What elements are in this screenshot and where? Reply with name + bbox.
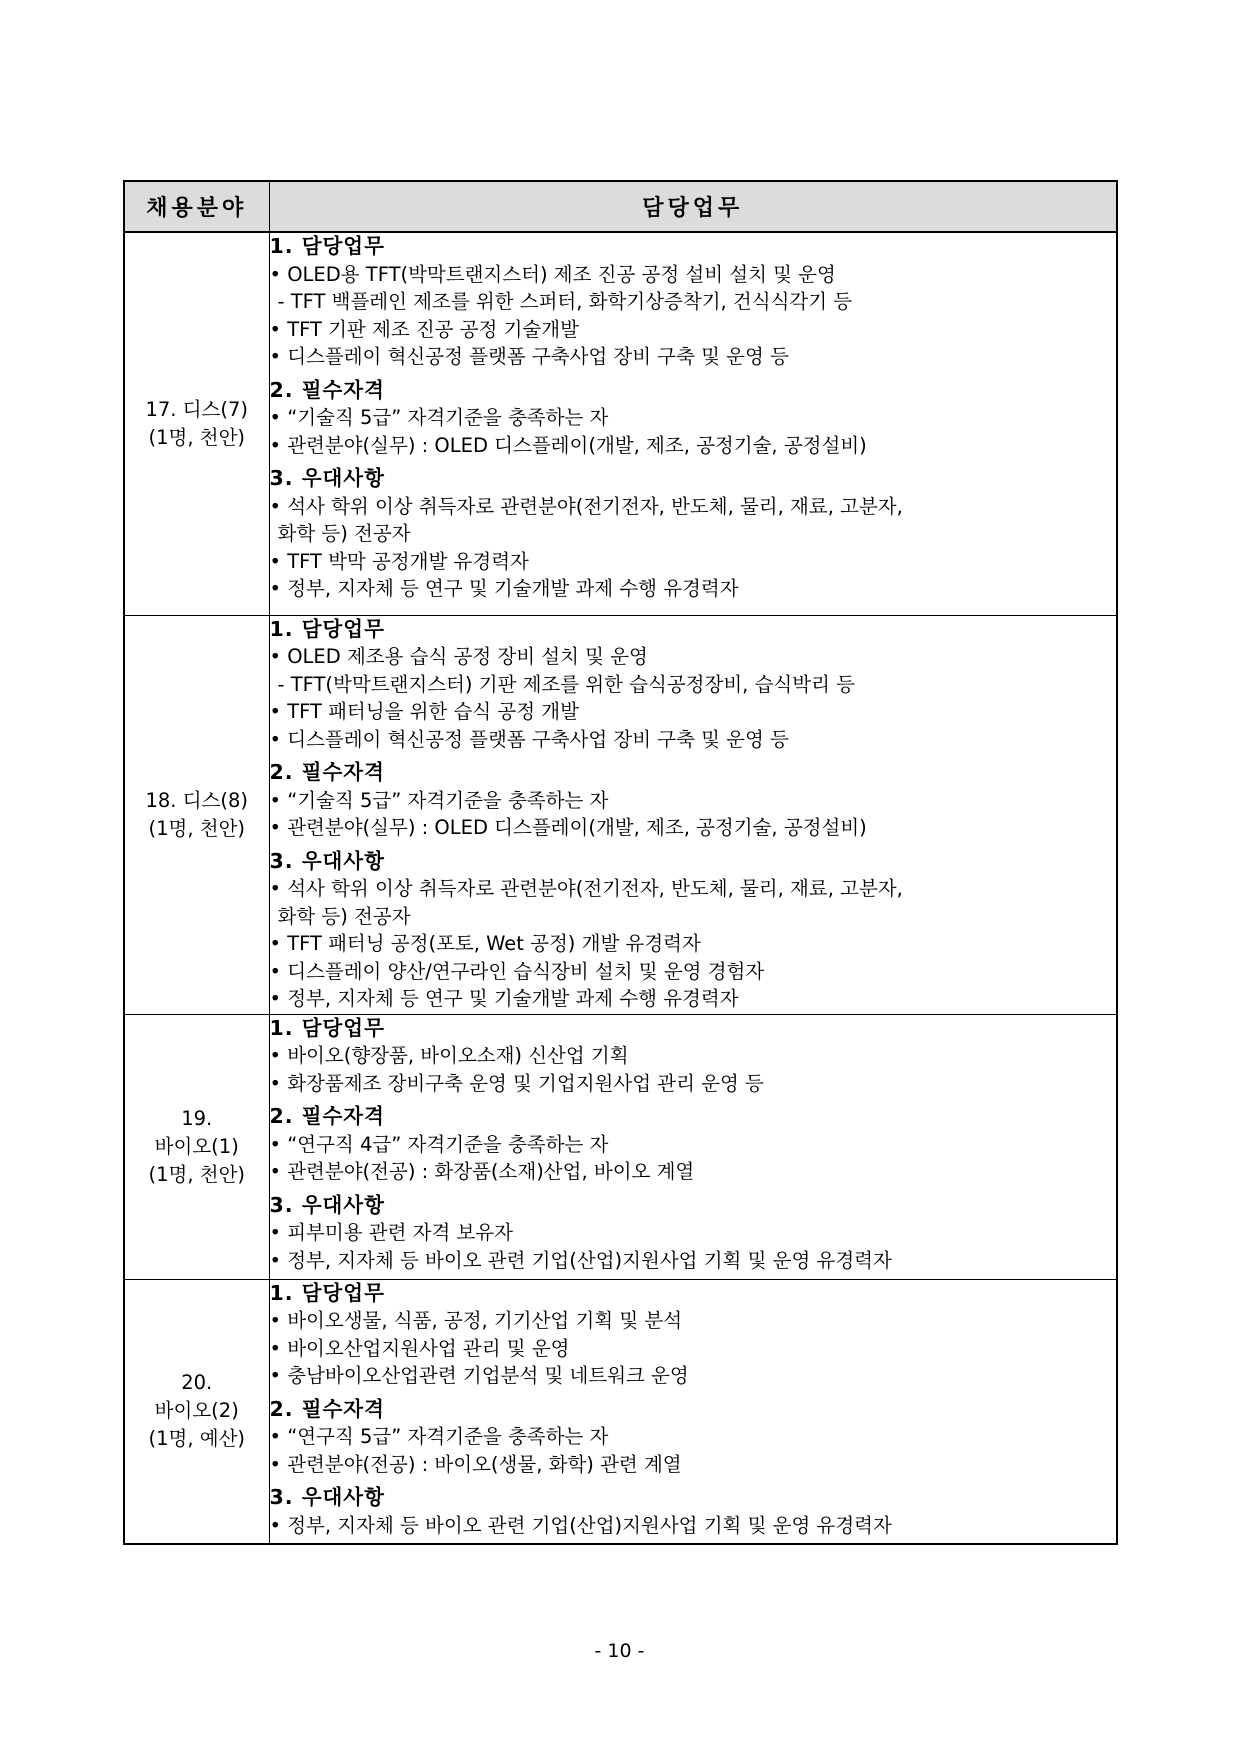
bullet-item: • TFT 패터닝 공정(포토, Wet 공정) 개발 유경력자 — [269, 932, 701, 955]
bullet-item: • 정부, 지자체 등 연구 및 기술개발 과제 수행 유경력자 — [269, 577, 739, 600]
bullet-item: • 관련분야(전공) : 바이오(생물, 화학) 관련 계열 — [269, 1452, 682, 1476]
field-line: 17. 디스(7) — [145, 397, 248, 421]
section-title: 1. 담당업무 — [269, 1015, 385, 1040]
bullet-item: • “연구직 4급” 자격기준을 충족하는 자 — [269, 1132, 609, 1156]
bullet-item: • 바이오생물, 식품, 공정, 기기산업 기획 및 분석 — [269, 1309, 683, 1332]
bullet-item: • 디스플레이 양산/연구라인 습식장비 설치 및 운영 경험자 — [269, 959, 765, 983]
field-line: 바이오(1) — [154, 1134, 239, 1158]
page-number: - 10 - — [594, 1640, 645, 1662]
section-title: 3. 우대사항 — [269, 1192, 385, 1217]
field-line: 19. — [181, 1106, 213, 1130]
duty-section — [270, 465, 1117, 603]
bullet-item: • 바이오(향장품, 바이오소재) 신산업 기획 — [269, 1044, 629, 1067]
table-header-row — [124, 181, 1117, 232]
bullet-item: • 석사 학위 이상 취득자로 관련분야(전기전자, 반도체, 물리, 재료, 고분자, — [269, 877, 903, 900]
bullet-item: • 충남바이오산업관련 기업분석 및 네트워크 운영 — [269, 1364, 689, 1387]
bullet-item: • TFT 기판 제조 진공 공정 기술개발 — [269, 317, 579, 341]
sub-item: 화학 등) 전공자 — [277, 522, 411, 545]
bullet-item: • TFT 박막 공정개발 유경력자 — [269, 549, 529, 573]
bullet-item: • “기술직 5급” 자격기준을 충족하는 자 — [269, 788, 609, 812]
field-line: 바이오(2) — [154, 1399, 239, 1423]
section-title: 3. 우대사항 — [269, 466, 385, 490]
bullet-item: • 정부, 지자체 등 바이오 관련 기업(산업)지원사업 기획 및 운영 유경력자 — [269, 1248, 892, 1272]
section-title: 3. 우대사항 — [269, 1485, 385, 1509]
header-duties: 담당업무 — [269, 181, 1117, 232]
bullet-item: • OLED 제조용 습식 공정 장비 설치 및 운영 — [269, 645, 648, 668]
header-field: 채용분야 — [124, 181, 269, 232]
bullet-item: • 화장품제조 장비구축 운영 및 기업지원사업 관리 운영 등 — [269, 1071, 764, 1095]
sub-item: - TFT 백플레인 제조를 위한 스퍼터, 화학기상증착기, 건식식각기 등 — [277, 290, 853, 313]
table-body — [124, 232, 1117, 1544]
bullet-item: • 석사 학위 이상 취득자로 관련분야(전기전자, 반도체, 물리, 재료, 고분자, — [269, 494, 903, 518]
table-row — [124, 1279, 1117, 1544]
section-title: 3. 우대사항 — [269, 848, 385, 873]
bullet-item: • 디스플레이 혁신공정 플랫폼 구축사업 장비 구축 및 운영 등 — [269, 727, 789, 751]
section-title: 1. 담당업무 — [269, 616, 385, 641]
field-line: (1명, 천안) — [148, 816, 246, 840]
bullet-item: • TFT 패터닝을 위한 습식 공정 개발 — [269, 700, 579, 723]
duty-section — [270, 233, 1117, 371]
bullet-item: • 관련분야(전공) : 화장품(소재)산업, 바이오 계열 — [269, 1160, 695, 1183]
duty-section — [270, 1103, 1117, 1186]
bullet-item: • 디스플레이 혁신공정 플랫폼 구축사업 장비 구축 및 운영 등 — [269, 345, 789, 368]
recruitment-field — [124, 615, 269, 1014]
field-line: (1명, 천안) — [148, 1162, 246, 1186]
duties-cell — [269, 232, 1117, 615]
table-row — [124, 615, 1117, 1014]
duty-section — [270, 848, 1117, 1013]
bullet-item: • 바이오산업지원사업 관리 및 운영 — [269, 1336, 570, 1360]
table-row — [124, 232, 1117, 615]
bullet-item: • “기술직 5급” 자격기준을 충족하는 자 — [269, 406, 609, 429]
duty-section — [270, 1015, 1117, 1098]
bullet-item: • 관련분야(실무) : OLED 디스플레이(개발, 제조, 공정기술, 공정설비) — [269, 433, 867, 457]
section-title: 2. 필수자격 — [269, 1396, 385, 1421]
bullet-item: • 관련분야(실무) : OLED 디스플레이(개발, 제조, 공정기술, 공정설비) — [269, 816, 867, 839]
table-row — [124, 1014, 1117, 1279]
sub-item: - TFT(박막트랜지스터) 기판 제조를 위한 습식공정장비, 습식박리 등 — [277, 672, 855, 696]
duty-section — [270, 377, 1117, 460]
recruitment-field — [124, 1014, 269, 1279]
section-title: 1. 담당업무 — [269, 1280, 385, 1305]
section-title: 2. 필수자격 — [269, 1104, 385, 1128]
field-line: 18. 디스(8) — [145, 788, 248, 812]
recruitment-field — [124, 1279, 269, 1544]
recruitment-table — [123, 180, 1118, 1545]
duties-cell — [269, 1014, 1117, 1279]
bullet-item: • 피부미용 관련 자격 보유자 — [269, 1221, 514, 1244]
bullet-item: • 정부, 지자체 등 연구 및 기술개발 과제 수행 유경력자 — [269, 987, 739, 1010]
duty-section — [270, 1280, 1117, 1390]
sub-item: 화학 등) 전공자 — [277, 904, 411, 928]
recruitment-field — [124, 232, 269, 615]
section-title: 1. 담당업무 — [269, 234, 385, 258]
duty-section — [270, 1484, 1117, 1539]
bullet-item: • 정부, 지자체 등 바이오 관련 기업(산업)지원사업 기획 및 운영 유경력자 — [269, 1513, 892, 1537]
duty-section — [270, 616, 1117, 754]
section-title: 2. 필수자격 — [269, 377, 385, 402]
section-title: 2. 필수자격 — [269, 760, 385, 784]
duties-cell — [269, 1279, 1117, 1544]
duty-section — [270, 1396, 1117, 1479]
field-line: (1명, 예산) — [148, 1427, 246, 1451]
field-line: (1명, 천안) — [148, 425, 246, 449]
duty-section — [270, 759, 1117, 842]
bullet-item: • OLED용 TFT(박막트랜지스터) 제조 진공 공정 설비 설치 및 운영 — [269, 262, 836, 286]
duty-section — [270, 1192, 1117, 1275]
duties-cell — [269, 615, 1117, 1014]
field-line: 20. — [181, 1371, 213, 1395]
bullet-item: • “연구직 5급” 자격기준을 충족하는 자 — [269, 1425, 609, 1448]
